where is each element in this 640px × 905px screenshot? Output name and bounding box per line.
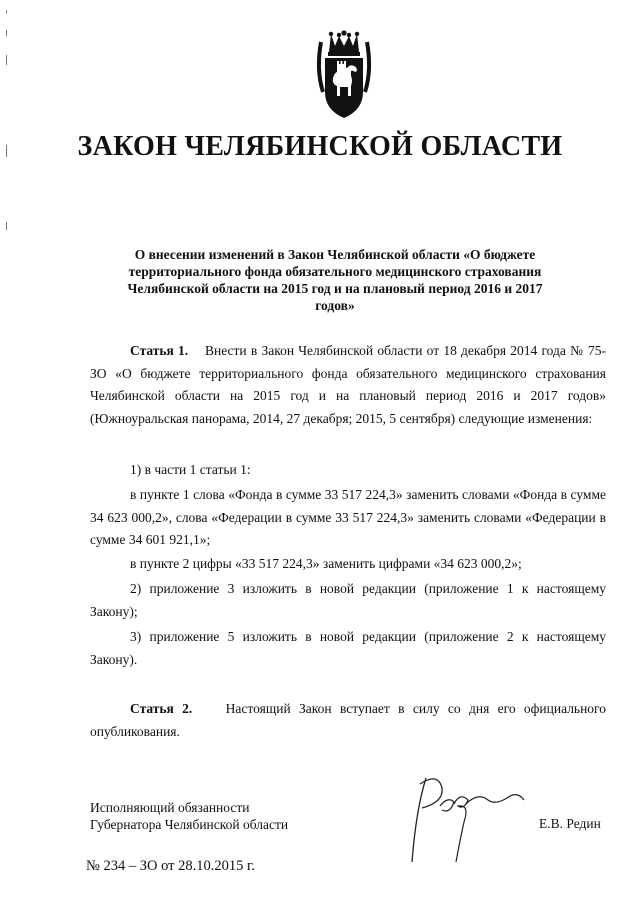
article-1-item-3: 3) приложение 5 изложить в новой редакции (приложение 2 к настоящему Закону). — [90, 629, 606, 667]
document-title: ЗАКОН ЧЕЛЯБИНСКОЙ ОБЛАСТИ — [77, 131, 563, 162]
scan-margin-mark — [6, 55, 7, 65]
article-2-label: Статья 2. — [130, 701, 193, 716]
article-1-item-1-point-2: в пункте 2 цифры «33 517 224,3» заменить цифрами «34 623 000,2»; — [130, 556, 522, 571]
scan-margin-mark — [6, 222, 7, 230]
signatory-position — [90, 799, 288, 833]
scan-margin-mark — [6, 30, 7, 36]
coat-of-arms-emblem — [313, 30, 375, 120]
scan-margin-mark — [6, 10, 7, 13]
article-1-item-2: 2) приложение 3 изложить в новой редакции (приложение 1 к настоящему Закону); — [90, 581, 606, 619]
article-1-item-1-point-1: в пункте 1 слова «Фонда в сумме 33 517 224,3» заменить словами «Фонда в сумме 34 623 000,2», слова «Федерации в сумме 33 517 224,3» заменить словами «Федерации в сумме 34 601 921,1»; — [90, 487, 606, 547]
article-1-item-1: 1) в части 1 статьи 1: — [130, 462, 251, 477]
article-1-label: Статья 1. — [130, 343, 189, 358]
signatory-position-line-1: Исполняющий обязанности — [90, 800, 250, 815]
registration-number: № 234 – ЗО от 28.10.2015 г. — [86, 858, 255, 874]
handwritten-signature — [398, 770, 528, 870]
article-2-paragraph — [90, 698, 606, 743]
signatory-position-line-2: Губернатора Челябинской области — [90, 817, 289, 832]
article-1-paragraph — [90, 340, 606, 430]
article-2-text: Настоящий Закон вступает в силу со дня его официального опубликования. — [90, 701, 607, 739]
document-subtitle: О внесении изменений в Закон Челябинской области «О бюджете территориального фонда обязательного медицинского страхования Челябинской области на 2015 год и на плановый период 2016 и 2017 годов» — [127, 247, 543, 313]
article-1-text: Внести в Закон Челябинской области от 18 декабря 2014 года № 75-ЗО «О бюджете территориального фонда обязательного медицинского страхования Челябинской области на 2015 год и на плановый период 2016 и 2017 годов» (Южноуральская панорама, 2014, 27 декабря; 2015, 5 сентября) следующие изменения: — [90, 343, 606, 426]
signatory-name: Е.В. Редин — [539, 816, 601, 831]
